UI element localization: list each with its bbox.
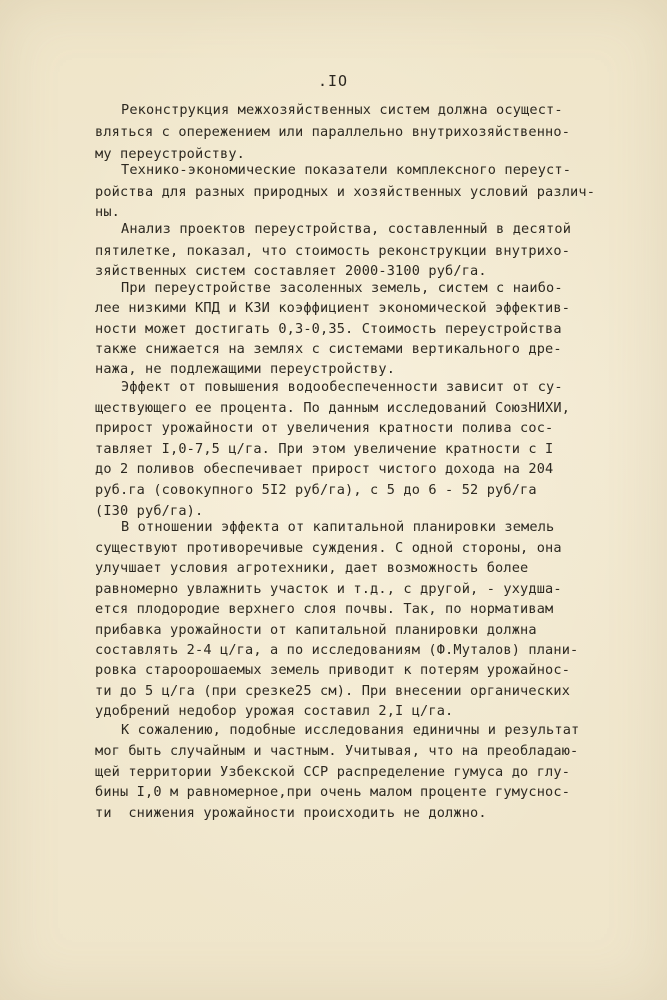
text-line: зяйственных систем составляет 2000-3100 руб/га. [95,263,487,279]
text-line: мог быть случайным и частным. Учитывая, что на преобладаю- [95,743,579,759]
text-line: Эффект от повышения водообеспеченности зависит от су- [121,379,563,395]
text-line: до 2 поливов обеспечивает прирост чистого дохода на 204 [95,461,554,477]
text-line: составлять 2-4 ц/га, а по исследованиям (Ф.Муталов) плани- [95,642,579,658]
text-line: ровка староорошаемых земель приводит к потерям урожайнос- [95,662,571,678]
text-line: му переустройству. [95,146,246,162]
text-line: ти до 5 ц/га (при срезке25 см). При внесении органических [95,683,571,699]
text-line: Технико-экономические показатели комплексного переуст- [121,162,572,178]
text-line: Анализ проектов переустройства, составленный в десятой [121,221,572,237]
text-line: ны. [95,204,121,220]
text-line: тавляет I,0-7,5 ц/га. При этом увеличение кратности с I [95,441,554,457]
text-line: При переустройстве засоленных земель, систем с наибо- [121,280,563,296]
text-line: удобрений недобор урожая составил 2,I ц/га. [95,703,454,719]
text-line: руб.га (совокупного 5I2 руб/га), с 5 до 6 - 52 руб/га [95,482,537,498]
text-line: прибавка урожайности от капитальной планировки должна [95,622,537,638]
text-line: ройства для разных природных и хозяйственных условий различ- [95,184,596,200]
text-line: ществующего ее процента. По данным исследований СоюзНИХИ, [95,400,571,416]
text-line: равномерно увлажнить участок и т.д., с другой, - ухудша- [95,581,562,597]
text-line: существуют противоречивые суждения. С одной стороны, она [95,540,562,556]
text-line: улучшает условия агротехники, дает возможность более [95,560,529,576]
text-line: щей территории Узбекской ССР распределение гумуса до глу- [95,764,571,780]
text-line: бины I,0 м равномерное,при очень малом проценте гумуснос- [95,784,571,800]
text-line: ется плодородие верхнего слоя почвы. Так, по нормативам [95,601,554,617]
text-line: лее низкими КПД и КЗИ коэффициент экономической эффектив- [95,300,571,316]
text-line: ности может достигать 0,3-0,35. Стоимость переустройства [95,321,562,337]
text-line: пятилетке, показал, что стоимость реконструкции внутрихо- [95,243,571,259]
page-number: .IO [318,72,349,90]
text-line: В отношении эффекта от капитальной планировки земель [121,519,555,535]
text-line: ти снижения урожайности происходить не должно. [95,805,487,821]
text-line: (I30 руб/га). [95,503,204,519]
text-line: нажа, не подлежащими переустройству. [95,361,396,377]
text-line: также снижается на землях с системами вертикального дре- [95,341,562,357]
text-line: прирост урожайности от увеличения кратности полива сос- [95,420,554,436]
text-line: К сожалению, подобные исследования единичны и результат [121,722,580,738]
text-line: вляться с опережением или параллельно внутрихозяйственно- [95,124,571,140]
text-line: Реконструкция межхозяйственных систем должна осущест- [121,102,563,118]
